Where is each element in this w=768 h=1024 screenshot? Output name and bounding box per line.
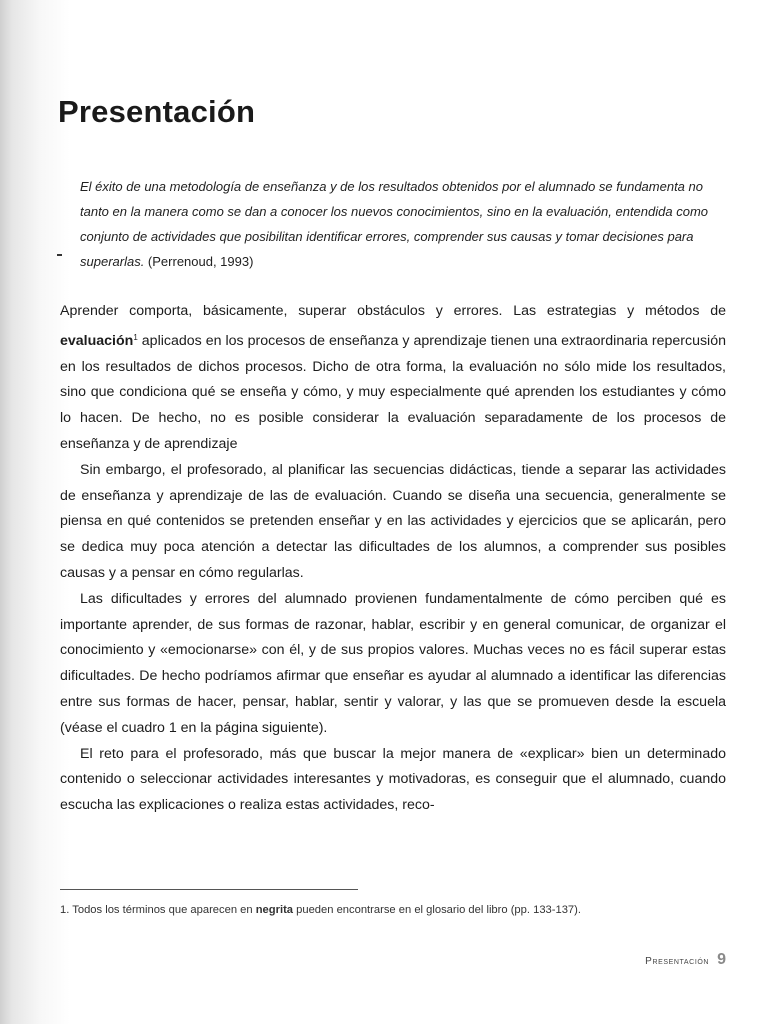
glossary-term: evaluación: [60, 332, 134, 349]
paragraph-2: Sin embargo, el profesorado, al planificar las secuencias didácticas, tiende a separar las actividades de enseñanza y aprendizaje de las de evaluación. Cuando se diseña una secuencia, generalmente se piensa en qué contenidos se pretenden enseñar y en las actividades y ejercicios que se aplicarán, pero se dedica muy poca atención a detectar las dificultades de los alumnos, a comprender sus posibles causas y a pensar en cómo regularlas.: [60, 461, 726, 581]
paragraph-4: El reto para el profesorado, más que buscar la mejor manera de «explicar» bien un determinado contenido o seleccionar actividades interesantes y motivadoras, es conseguir que el alumnado, cuando escucha las explicaciones o realiza estas actividades, reco-: [60, 745, 726, 814]
footnote-ref: 1: [133, 332, 138, 342]
body-text: [60, 299, 726, 819]
footnote: [60, 902, 728, 918]
running-footer: [645, 951, 726, 969]
epigraph-quote: [80, 174, 730, 274]
footnote-term: negrita: [255, 904, 294, 916]
footer-section-label: Presentación: [645, 956, 710, 967]
footnote-text-start: Todos los términos que aparecen en: [69, 904, 256, 916]
margin-mark: [57, 254, 62, 256]
footnote-divider: [60, 889, 358, 890]
epigraph-citation: (Perrenoud, 1993): [144, 254, 254, 269]
paragraph-3: Las dificultades y errores del alumnado provienen fundamentalmente de cómo perciben qué es importante aprender, de sus formas de razonar, hablar, escribir y en general comunicar, de organizar el conocimiento y «emocionarse» con él, y de sus propios valores. Muchas veces no es fácil superar estas dificultades. De hecho podríamos afirmar que enseñar es ayudar al alumnado a identificar las diferencias entre sus formas de hacer, pensar, hablar, sentir y valorar, y las que se promueven desde la escuela (véase el cuadro 1 en la página siguiente).: [60, 590, 726, 736]
paragraph-1-end: aplicados en los procesos de enseñanza y aprendizaje tienen una extraordinaria repercusión en los resultados de dichos procesos. Dicho de otra forma, la evaluación no sólo mide los resultados, sino que condiciona qué se enseña y cómo, y muy especialmente qué aprenden los estudiantes y cómo lo hacen. De hecho, no es posible considerar la evaluación separadamente de los procesos de enseñanza y de aprendizaje: [60, 332, 726, 452]
paragraph-1-start: Aprender comporta, básicamente, superar obstáculos y errores. Las estrategias y métodos de: [60, 303, 726, 319]
footnote-number: 1.: [60, 904, 70, 916]
page-title: Presentación: [58, 94, 256, 129]
epigraph-text: El éxito de una metodología de enseñanza y de los resultados obtenidos por el alumnado se fundamenta no tanto en la manera como se dan a conocer los nuevos conocimientos, sino en la evaluación, entendida como conjunto de actividades que posibilitan identificar errores, comprender sus causas y tomar decisiones para superarlas.: [80, 179, 708, 269]
page-number: 9: [717, 951, 726, 968]
footnote-text-end: pueden encontrarse en el glosario del libro (pp. 133-137).: [293, 904, 581, 916]
paragraph-1: [60, 299, 726, 458]
